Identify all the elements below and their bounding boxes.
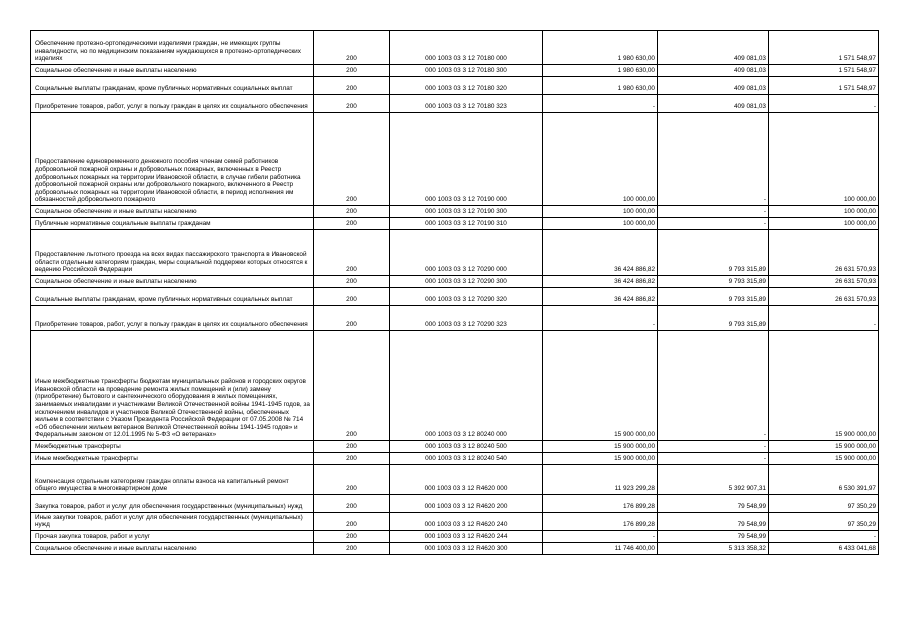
- row-line-code-cell: 200: [314, 441, 390, 453]
- row-unexecuted-cell: 97 350,29: [769, 495, 879, 513]
- row-approved-cell: 100 000,00: [543, 218, 658, 230]
- row-name-cell: Публичные нормативные социальные выплаты гражданам: [31, 218, 314, 230]
- row-line-code-cell: 200: [314, 288, 390, 306]
- table-row: [31, 31, 879, 65]
- row-unexecuted-cell: 15 900 000,00: [769, 331, 879, 441]
- table-row: [31, 495, 879, 513]
- row-name-cell: Закупка товаров, работ и услуг для обеспечения государственных (муниципальных) нужд: [31, 495, 314, 513]
- row-executed-cell: 9 793 315,89: [658, 230, 769, 276]
- row-budget-code-cell: 000 1003 03 3 12 70180 323: [390, 95, 543, 113]
- row-unexecuted-cell: 100 000,00: [769, 218, 879, 230]
- table-row: [31, 465, 879, 495]
- row-approved-cell: 36 424 886,82: [543, 230, 658, 276]
- row-budget-code-cell: 000 1003 03 3 12 R4620 300: [390, 543, 543, 555]
- row-executed-cell: 5 313 358,32: [658, 543, 769, 555]
- row-approved-cell: -: [543, 531, 658, 543]
- row-name-cell: Социальное обеспечение и иные выплаты населению: [31, 65, 314, 77]
- table-row: [31, 331, 879, 441]
- row-name-cell: Предоставление льготного проезда на всех видах пассажирского транспорта в Ивановской области отдельным категориям граждан, меры социальной поддержки которых относятся к ведению Российской Федерации: [31, 230, 314, 276]
- row-budget-code-cell: 000 1003 03 3 12 70180 320: [390, 77, 543, 95]
- row-unexecuted-cell: 15 900 000,00: [769, 453, 879, 465]
- row-name-cell: Приобретение товаров, работ, услуг в пользу граждан в целях их социального обеспечения: [31, 95, 314, 113]
- row-executed-cell: 79 548,99: [658, 531, 769, 543]
- row-budget-code-cell: 000 1003 03 3 12 R4620 000: [390, 465, 543, 495]
- row-unexecuted-cell: 26 631 570,93: [769, 288, 879, 306]
- row-line-code-cell: 200: [314, 306, 390, 331]
- table-row: [31, 206, 879, 218]
- row-line-code-cell: 200: [314, 218, 390, 230]
- row-budget-code-cell: 000 1003 03 3 12 R4620 200: [390, 495, 543, 513]
- row-line-code-cell: 200: [314, 331, 390, 441]
- table-row: [31, 441, 879, 453]
- row-executed-cell: -: [658, 206, 769, 218]
- row-executed-cell: 409 081,03: [658, 65, 769, 77]
- row-budget-code-cell: 000 1003 03 3 12 70190 000: [390, 113, 543, 206]
- row-line-code-cell: 200: [314, 31, 390, 65]
- row-approved-cell: 11 746 400,00: [543, 543, 658, 555]
- row-executed-cell: -: [658, 331, 769, 441]
- row-approved-cell: 15 900 000,00: [543, 441, 658, 453]
- row-line-code-cell: 200: [314, 206, 390, 218]
- row-budget-code-cell: 000 1003 03 3 12 70180 300: [390, 65, 543, 77]
- row-approved-cell: 36 424 886,82: [543, 276, 658, 288]
- row-unexecuted-cell: -: [769, 306, 879, 331]
- row-line-code-cell: 200: [314, 276, 390, 288]
- row-approved-cell: 176 899,28: [543, 495, 658, 513]
- row-budget-code-cell: 000 1003 03 3 12 70190 310: [390, 218, 543, 230]
- row-budget-code-cell: 000 1003 03 3 12 80240 500: [390, 441, 543, 453]
- row-unexecuted-cell: 1 571 548,97: [769, 31, 879, 65]
- row-executed-cell: 5 392 907,31: [658, 465, 769, 495]
- row-budget-code-cell: 000 1003 03 3 12 80240 540: [390, 453, 543, 465]
- row-executed-cell: 409 081,03: [658, 95, 769, 113]
- row-approved-cell: 1 980 630,00: [543, 31, 658, 65]
- row-budget-code-cell: 000 1003 03 3 12 R4620 240: [390, 513, 543, 531]
- row-approved-cell: -: [543, 95, 658, 113]
- row-approved-cell: 176 899,28: [543, 513, 658, 531]
- table-row: [31, 531, 879, 543]
- row-executed-cell: -: [658, 113, 769, 206]
- table-row: [31, 513, 879, 531]
- table-row: [31, 77, 879, 95]
- row-line-code-cell: 200: [314, 495, 390, 513]
- row-name-cell: Иные межбюджетные трансферты бюджетам муниципальных районов и городских округов Ивановской области на проведение ремонта жилых помещений и (или) замену (приобретение) бытового и сантехнического оборудования в жилых помещениях, занимаемых инвалидами и участниками Великой Отечественной войны 1941-1945 годов, за исключением инвалидов и участников Великой Отечественной войны, обеспеченных жильем в соответствии с Указом Президента Российской Федерации от 07.05.2008 № 714 «Об обеспечении жильем ветеранов Великой Отечественной войны 1941-1945 годов» и Федеральным законом от 12.01.1995 № 5-ФЗ «О ветеранах»: [31, 331, 314, 441]
- row-name-cell: Иные межбюджетные трансферты: [31, 453, 314, 465]
- row-unexecuted-cell: 100 000,00: [769, 113, 879, 206]
- row-name-cell: Социальное обеспечение и иные выплаты населению: [31, 206, 314, 218]
- row-line-code-cell: 200: [314, 513, 390, 531]
- row-line-code-cell: 200: [314, 465, 390, 495]
- row-budget-code-cell: 000 1003 03 3 12 R4620 244: [390, 531, 543, 543]
- row-line-code-cell: 200: [314, 65, 390, 77]
- table-row: [31, 543, 879, 555]
- row-approved-cell: 36 424 886,82: [543, 288, 658, 306]
- row-line-code-cell: 200: [314, 531, 390, 543]
- row-budget-code-cell: 000 1003 03 3 12 70290 320: [390, 288, 543, 306]
- row-name-cell: Межбюджетные трансферты: [31, 441, 314, 453]
- row-budget-code-cell: 000 1003 03 3 12 70290 323: [390, 306, 543, 331]
- row-unexecuted-cell: 1 571 548,97: [769, 77, 879, 95]
- row-executed-cell: 9 793 315,89: [658, 306, 769, 331]
- row-approved-cell: 1 980 630,00: [543, 77, 658, 95]
- row-line-code-cell: 200: [314, 543, 390, 555]
- row-unexecuted-cell: 100 000,00: [769, 206, 879, 218]
- row-approved-cell: 15 900 000,00: [543, 453, 658, 465]
- budget-execution-table: [30, 30, 879, 555]
- row-approved-cell: 100 000,00: [543, 113, 658, 206]
- table-row: [31, 65, 879, 77]
- row-name-cell: Социальное обеспечение и иные выплаты населению: [31, 276, 314, 288]
- row-name-cell: Обеспечение протезно-ортопедическими изделиями граждан, не имеющих группы инвалидности, но по медицинским показаниям нуждающихся в протезно-ортопедических изделиях: [31, 31, 314, 65]
- row-name-cell: Социальные выплаты гражданам, кроме публичных нормативных социальных выплат: [31, 77, 314, 95]
- row-executed-cell: 9 793 315,89: [658, 276, 769, 288]
- row-budget-code-cell: 000 1003 03 3 12 70190 300: [390, 206, 543, 218]
- row-unexecuted-cell: 97 350,29: [769, 513, 879, 531]
- table-row: [31, 113, 879, 206]
- row-line-code-cell: 200: [314, 95, 390, 113]
- row-approved-cell: 11 923 299,28: [543, 465, 658, 495]
- row-unexecuted-cell: 6 530 391,97: [769, 465, 879, 495]
- row-executed-cell: -: [658, 441, 769, 453]
- row-name-cell: Приобретение товаров, работ, услуг в пользу граждан в целях их социального обеспечения: [31, 306, 314, 331]
- row-executed-cell: -: [658, 453, 769, 465]
- row-line-code-cell: 200: [314, 453, 390, 465]
- row-unexecuted-cell: 15 900 000,00: [769, 441, 879, 453]
- row-executed-cell: 9 793 315,89: [658, 288, 769, 306]
- row-line-code-cell: 200: [314, 77, 390, 95]
- row-unexecuted-cell: 1 571 548,97: [769, 65, 879, 77]
- row-executed-cell: 409 081,03: [658, 31, 769, 65]
- row-name-cell: Социальное обеспечение и иные выплаты населению: [31, 543, 314, 555]
- row-executed-cell: -: [658, 218, 769, 230]
- table-row: [31, 306, 879, 331]
- row-approved-cell: 1 980 630,00: [543, 65, 658, 77]
- table-row: [31, 95, 879, 113]
- row-executed-cell: 409 081,03: [658, 77, 769, 95]
- table-row: [31, 276, 879, 288]
- row-name-cell: Иные закупки товаров, работ и услуг для обеспечения государственных (муниципальных) нужд: [31, 513, 314, 531]
- row-budget-code-cell: 000 1003 03 3 12 70290 000: [390, 230, 543, 276]
- row-name-cell: Прочая закупка товаров, работ и услуг: [31, 531, 314, 543]
- row-executed-cell: 79 548,99: [658, 495, 769, 513]
- row-name-cell: Социальные выплаты гражданам, кроме публичных нормативных социальных выплат: [31, 288, 314, 306]
- row-unexecuted-cell: -: [769, 531, 879, 543]
- row-line-code-cell: 200: [314, 113, 390, 206]
- table-row: [31, 288, 879, 306]
- table-row: [31, 218, 879, 230]
- row-budget-code-cell: 000 1003 03 3 12 70290 300: [390, 276, 543, 288]
- row-budget-code-cell: 000 1003 03 3 12 70180 000: [390, 31, 543, 65]
- row-executed-cell: 79 548,99: [658, 513, 769, 531]
- row-name-cell: Предоставление единовременного денежного пособия членам семей работников добровольной пожарной охраны и добровольных пожарных, включенных в Реестр добровольных пожарных на территории Ивановской области, в случае гибели работника добровольной пожарной охраны или добровольного пожарного, включенного в Реестр добровольных пожарных на территории Ивановской области, в период исполнения им обязанностей добровольного пожарного: [31, 113, 314, 206]
- row-unexecuted-cell: 26 631 570,93: [769, 276, 879, 288]
- row-unexecuted-cell: 6 433 041,68: [769, 543, 879, 555]
- table-row: [31, 453, 879, 465]
- table-row: [31, 230, 879, 276]
- row-line-code-cell: 200: [314, 230, 390, 276]
- table-body: [31, 31, 879, 555]
- row-unexecuted-cell: -: [769, 95, 879, 113]
- row-name-cell: Компенсация отдельным категориям граждан оплаты взноса на капитальный ремонт общего имущества в многоквартирном доме: [31, 465, 314, 495]
- row-approved-cell: 15 900 000,00: [543, 331, 658, 441]
- row-approved-cell: -: [543, 306, 658, 331]
- row-approved-cell: 100 000,00: [543, 206, 658, 218]
- row-unexecuted-cell: 26 631 570,93: [769, 230, 879, 276]
- row-budget-code-cell: 000 1003 03 3 12 80240 000: [390, 331, 543, 441]
